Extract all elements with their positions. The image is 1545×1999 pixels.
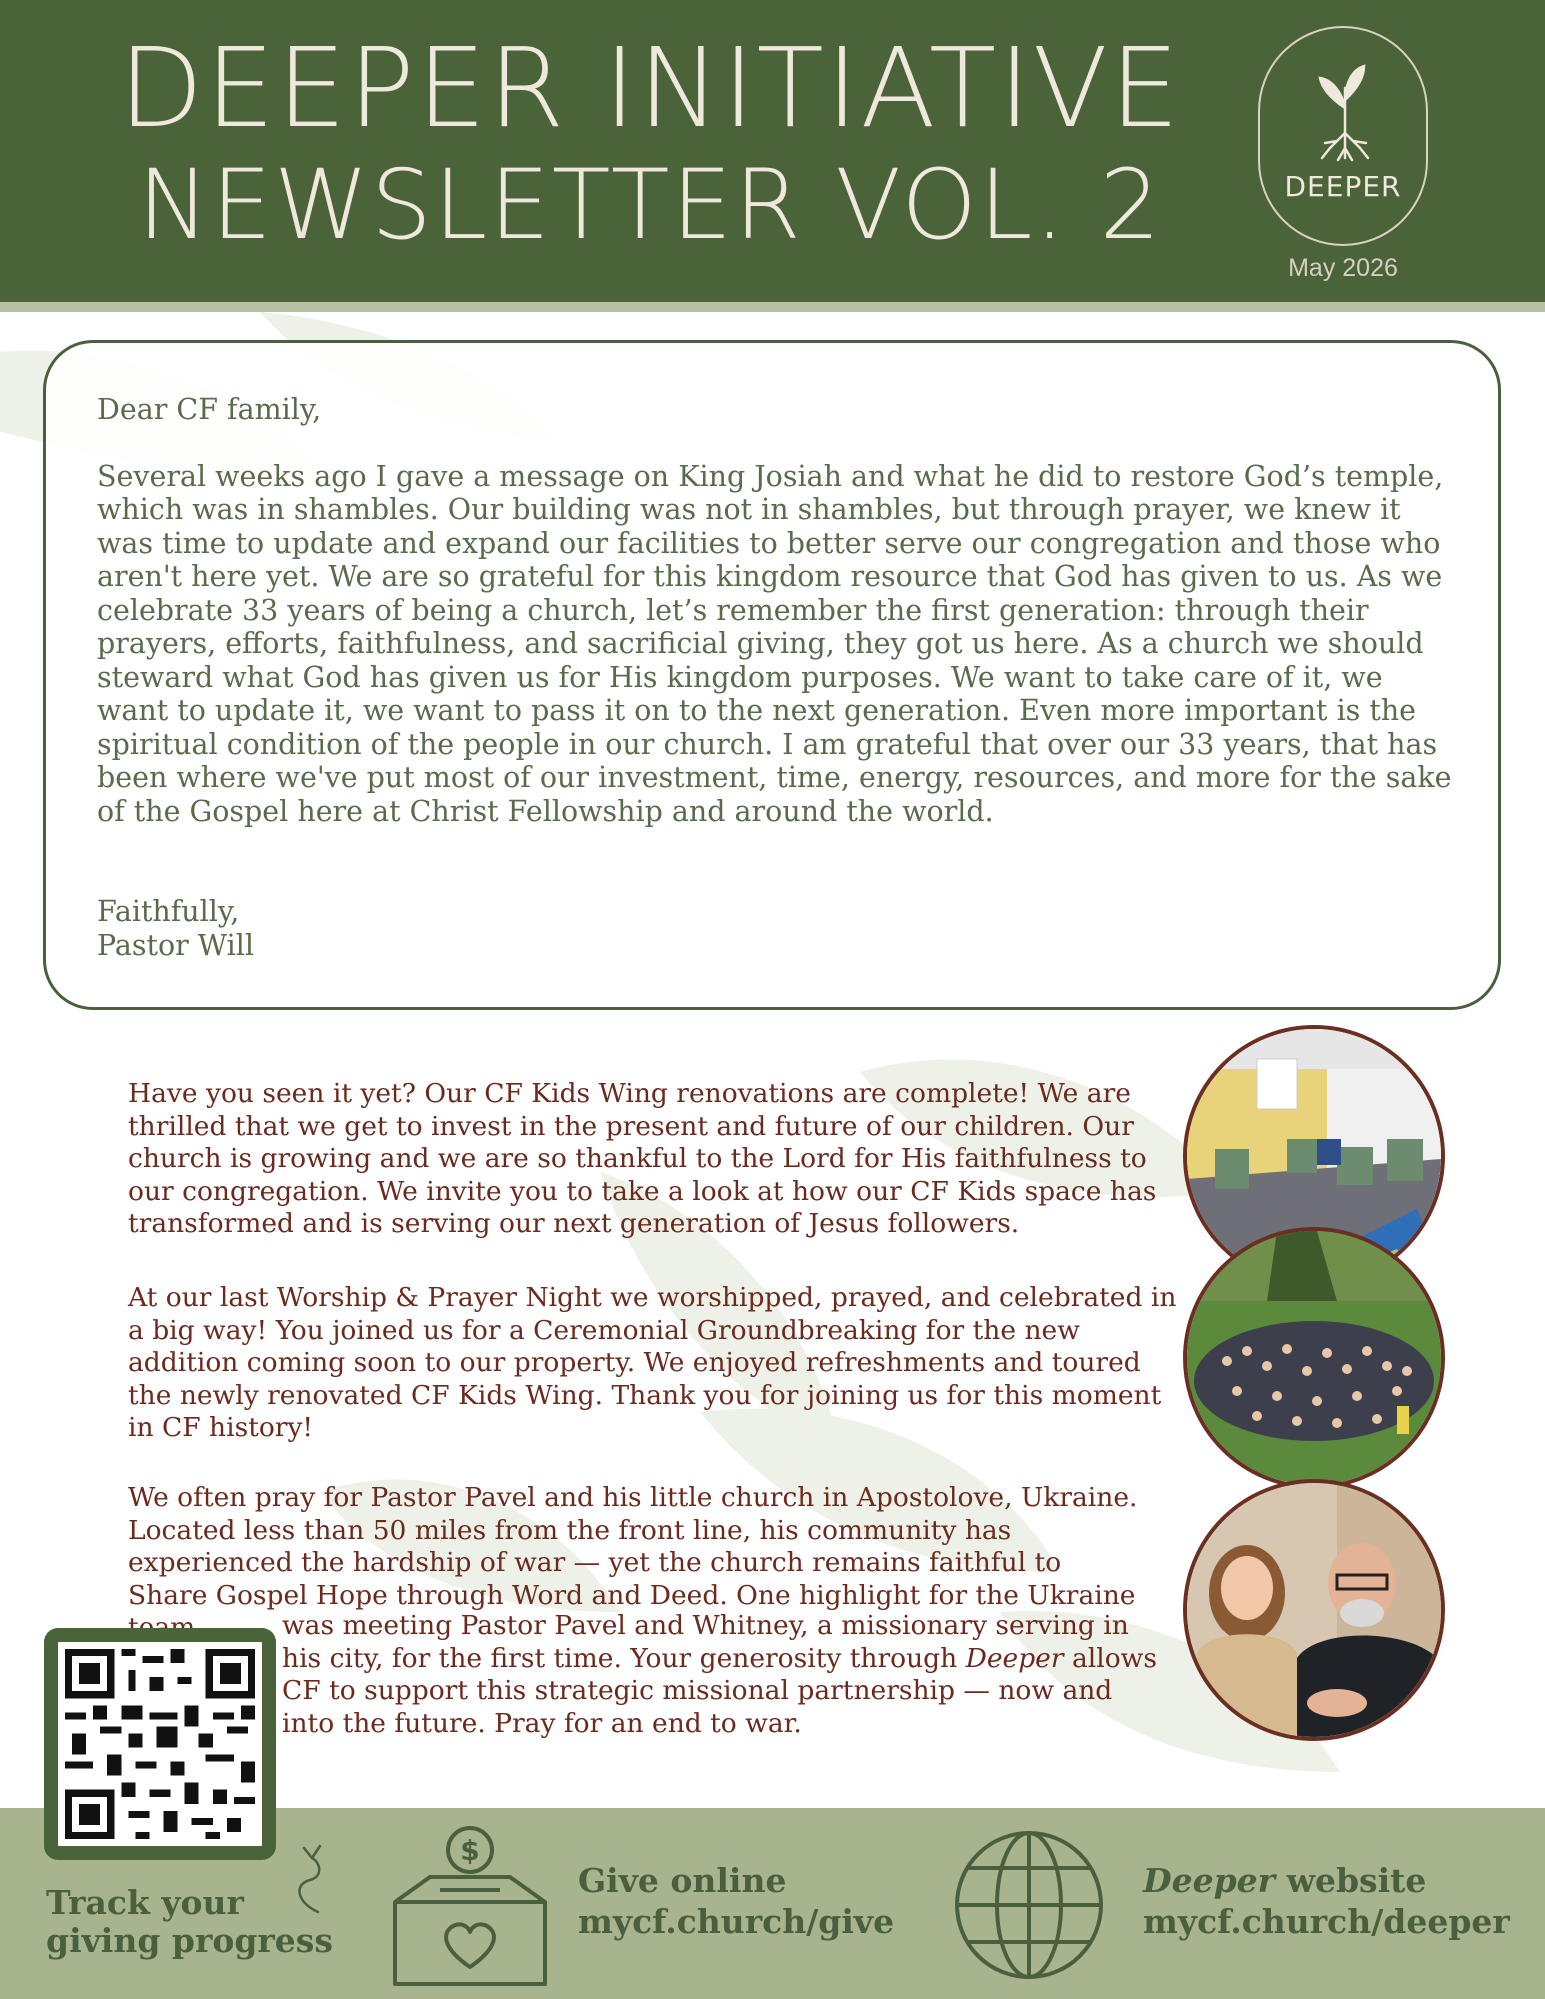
qr-code-pattern bbox=[58, 1642, 262, 1846]
article-ukraine-intro: We often pray for Pastor Pavel and his little church in Apostolove, Ukraine. Located less than 50 miles from the front line, his community has experienced the hardship of war — yet the church remains faithful to Share Gospel Hope through Word and Deed. One highlight for the Ukraine bbox=[128, 1482, 1138, 1611]
letter-signature: Pastor Will bbox=[97, 928, 254, 962]
header-banner bbox=[0, 0, 1545, 302]
letter-greeting: Dear CF family, bbox=[97, 393, 322, 426]
header-stripe bbox=[0, 302, 1545, 312]
ukraine-text-a: was meeting Pastor Pavel and Whitney, a missionary serving in his city, for the first time. Your generosity through bbox=[282, 1610, 1129, 1674]
article-ukraine-continued bbox=[282, 1610, 1162, 1740]
title-line-1: DEEPER INITIATIVE bbox=[118, 24, 1182, 152]
deeper-logo bbox=[1258, 26, 1428, 246]
sprout-icon bbox=[1300, 48, 1390, 168]
deeper-italic: Deeper bbox=[1143, 1861, 1276, 1900]
deeper-website-label[interactable] bbox=[1143, 1860, 1510, 1942]
ukraine-text-b: allows CF to support this strategic missional partnership — now and into the future. Pray for an end to war. bbox=[282, 1642, 1157, 1739]
title-line-2: NEWSLETTER VOL. 2 bbox=[137, 149, 1163, 261]
track-giving-label[interactable] bbox=[46, 1884, 333, 1960]
track-line-1: Track your bbox=[46, 1883, 244, 1922]
ukraine-deeper-italic: Deeper bbox=[965, 1642, 1064, 1674]
deeper-website-word: website bbox=[1275, 1861, 1427, 1900]
article-kids-wing: Have you seen it yet? Our CF Kids Wing renovations are complete! We are thrilled that we get to invest in the present and future of our children. Our church is growing and we are so thankful to the Lord for His faithfulness to our congregation. We invite you to take a look at how our CF Kids space has transformed and is serving our next generation of Jesus followers. bbox=[128, 1078, 1157, 1239]
letter-text bbox=[97, 393, 1457, 962]
track-line-2: giving progress bbox=[46, 1921, 333, 1960]
article-worship-night: At our last Worship & Prayer Night we worshipped, prayed, and celebrated in a big way! You joined us for a Ceremonial Groundbreaking for the new addition coming soon to our property. We enjoyed refreshments and toured the newly renovated CF Kids Wing. Thank you for joining us for this moment in CF history! bbox=[128, 1282, 1177, 1443]
donation-box-icon bbox=[385, 1822, 555, 1992]
letter-closing: Faithfully, bbox=[97, 895, 240, 928]
letter-body: Several weeks ago I gave a message on King Josiah and what he did to restore God’s temple, which was in shambles. Our building was not in shambles, but through prayer, we knew it was time to update and expand our facilities to better serve our congregation and those who aren't here yet. We are so grateful for this kingdom resource that God has given to us. As we celebrate 33 years of being a church, let’s remember the first generation: through their prayers, efforts, faithfulness, and sacrificial giving, they got us here. As a church we should steward what God has given us for His kingdom purposes. We want to take care of it, we want to update it, we want to pass it on to the next generation. Even more important is the spiritual condition of the people in our church. I am grateful that over our 33 years, that has been where we've put most of our investment, time, energy, resources, and more for the sake of the Gospel here at Christ Fellowship and around the world. bbox=[97, 459, 1452, 828]
give-url[interactable]: mycf.church/give bbox=[578, 1902, 895, 1941]
photo-pastor-pavel bbox=[1183, 1479, 1445, 1741]
spacer bbox=[97, 427, 1457, 460]
issue-date: May 2026 bbox=[1288, 254, 1398, 282]
logo-word: DEEPER bbox=[1284, 170, 1402, 203]
give-online-label[interactable] bbox=[578, 1860, 894, 1942]
give-line-1: Give online bbox=[578, 1861, 787, 1900]
pastor-letter bbox=[43, 340, 1501, 1010]
globe-icon bbox=[952, 1828, 1107, 1983]
photo-groundbreaking-crowd bbox=[1183, 1227, 1445, 1489]
spacer bbox=[97, 828, 1457, 895]
qr-code[interactable] bbox=[44, 1628, 276, 1860]
svg-text:$: $ bbox=[460, 1834, 480, 1867]
deeper-url[interactable]: mycf.church/deeper bbox=[1143, 1902, 1510, 1941]
